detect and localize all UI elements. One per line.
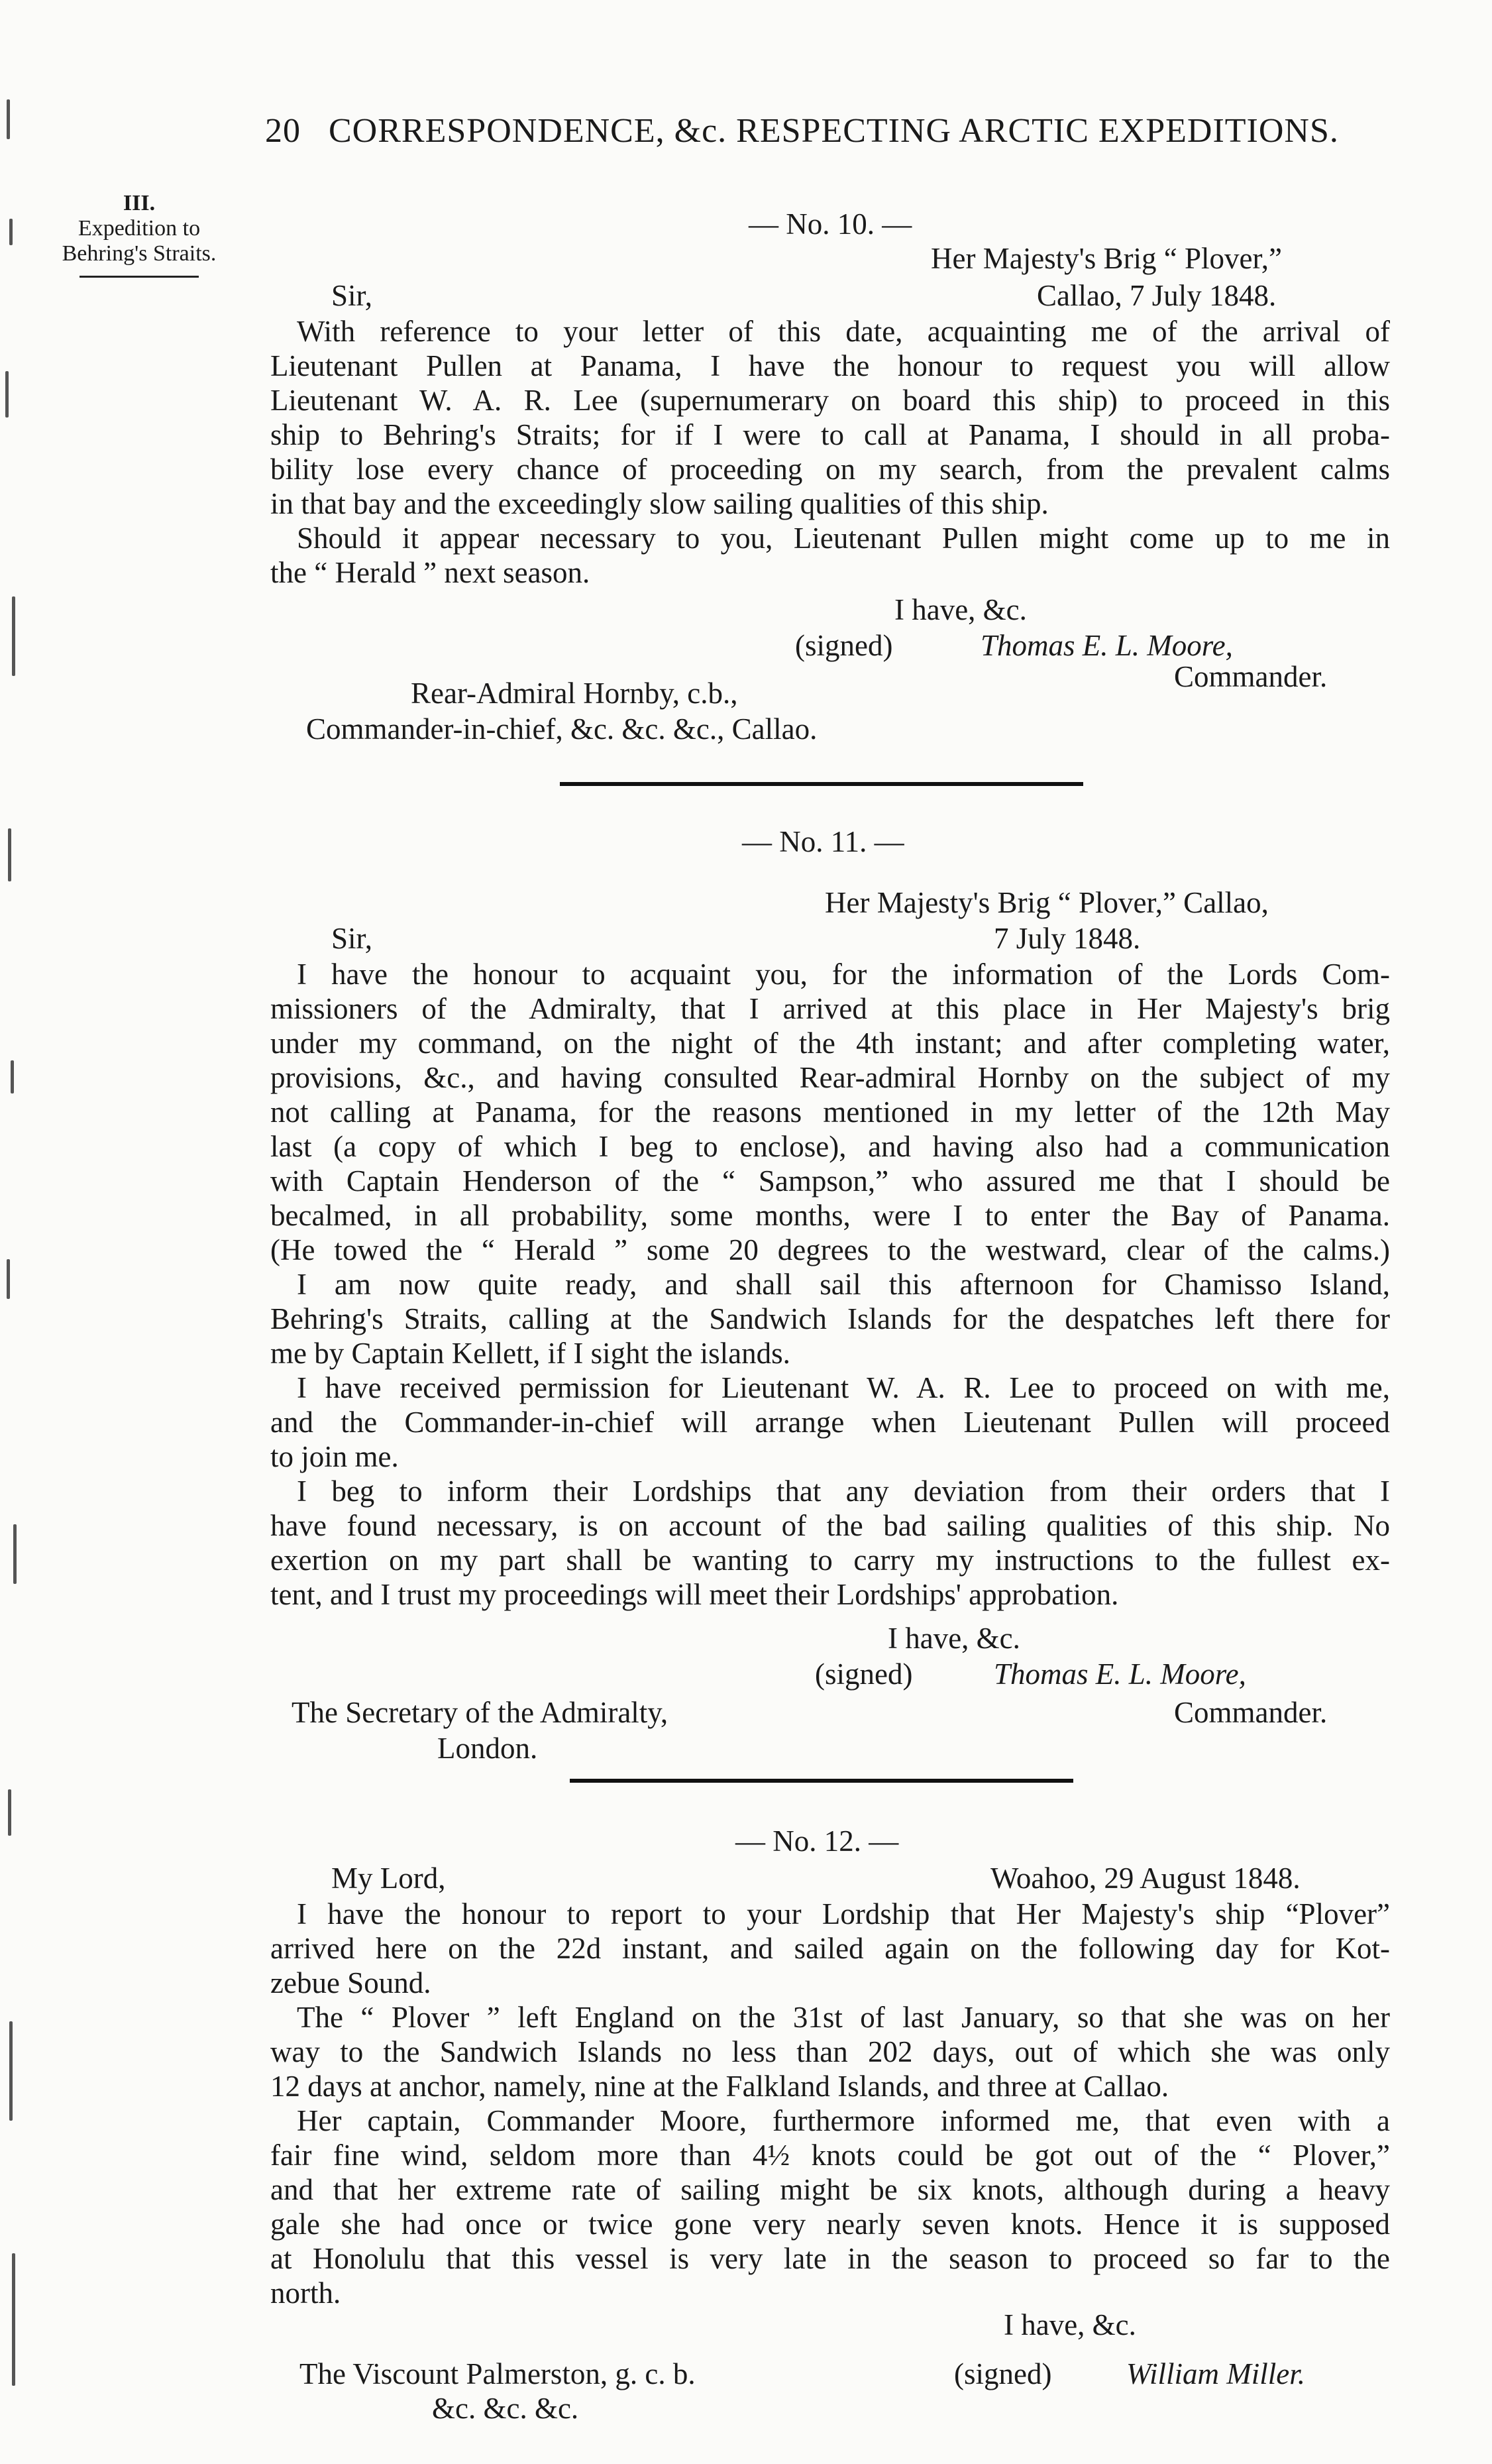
margin-note-line1: Expedition to xyxy=(78,216,201,241)
body-line: missioners of the Admiralty, that I arrived at this place in Her Majesty's brig xyxy=(270,992,1390,1025)
letter12-salutation: My Lord, xyxy=(331,1862,446,1895)
letter12-signed: (signed) xyxy=(954,2357,1052,2390)
body-line: way to the Sandwich Islands no less than 202 days, out of which she was only xyxy=(270,2035,1390,2068)
letter12-body xyxy=(270,1897,1390,2310)
body-line: fair fine wind, seldom more than 4½ knots could be got out of the “ Plover,” xyxy=(270,2139,1390,2172)
letter11-date: 7 July 1848. xyxy=(994,922,1141,955)
letter10-heading: — No. 10. — xyxy=(749,207,912,241)
margin-note xyxy=(40,191,239,278)
body-line: Lieutenant W. A. R. Lee (supernumerary on board this ship) to proceed in this xyxy=(270,384,1390,417)
letter10-addressee1: Rear-Admiral Hornby, c.b., xyxy=(411,677,738,710)
body-line: I have the honour to acquaint you, for the information of the Lords Com- xyxy=(297,958,1390,991)
letter10-rank: Commander. xyxy=(1174,660,1328,693)
letter10-signature: Thomas E. L. Moore, xyxy=(981,629,1233,662)
body-line: provisions, &c., and having consulted Rear-admiral Hornby on the subject of my xyxy=(270,1061,1390,1094)
letter10-closing: I have, &c. xyxy=(894,593,1027,626)
letter12-addressee2: &c. &c. &c. xyxy=(432,2392,579,2425)
body-line: not calling at Panama, for the reasons mentioned in my letter of the 12th May xyxy=(270,1095,1390,1129)
body-line: becalmed, in all probability, some months, were I to enter the Bay of Panama. xyxy=(270,1199,1390,1232)
body-line: exertion on my part shall be wanting to carry my instructions to the fullest ex- xyxy=(270,1543,1390,1577)
body-line: tent, and I trust my proceedings will meet their Lordships' approbation. xyxy=(270,1578,1119,1611)
body-line: the “ Herald ” next season. xyxy=(270,556,590,589)
letter11-closing: I have, &c. xyxy=(888,1622,1020,1655)
body-line: zebue Sound. xyxy=(270,1966,431,1999)
body-line: me by Captain Kellett, if I sight the islands. xyxy=(270,1337,790,1370)
letter12-addressee1: The Viscount Palmerston, g. c. b. xyxy=(299,2357,696,2390)
letter11-addressee2: London. xyxy=(437,1732,538,1765)
letter12-closing: I have, &c. xyxy=(1004,2308,1136,2341)
body-line: north. xyxy=(270,2276,341,2310)
margin-note-line2: Behring's Straits. xyxy=(62,241,217,266)
letter11-salutation: Sir, xyxy=(331,922,372,955)
body-line: gale she had once or twice gone very nearly seven knots. Hence it is supposed xyxy=(270,2208,1390,2241)
body-line: at Honolulu that this vessel is very late in the season to proceed so far to the xyxy=(270,2242,1390,2275)
body-line: Behring's Straits, calling at the Sandwich Islands for the despatches left there for xyxy=(270,1302,1390,1335)
running-title: CORRESPONDENCE, &c. RESPECTING ARCTIC EXPEDITIONS. xyxy=(329,112,1339,150)
body-line: arrived here on the 22d instant, and sailed again on the following day for Kot- xyxy=(270,1932,1390,1965)
body-line: and that her extreme rate of sailing might be six knots, although during a heavy xyxy=(270,2173,1390,2206)
body-line: under my command, on the night of the 4th instant; and after completing water, xyxy=(270,1027,1390,1060)
body-line: to join me. xyxy=(270,1440,399,1473)
body-line: (He towed the “ Herald ” some 20 degrees to the westward, clear of the calms.) xyxy=(270,1233,1390,1266)
body-line: I beg to inform their Lordships that any deviation from their orders that I xyxy=(297,1475,1390,1508)
body-line: last (a copy of which I beg to enclose), and having also had a communication xyxy=(270,1130,1390,1163)
body-line: and the Commander-in-chief will arrange when Lieutenant Pullen will proceed xyxy=(270,1406,1390,1439)
letter10-signed: (signed) xyxy=(795,629,893,662)
letter12-heading: — No. 12. — xyxy=(735,1824,899,1858)
letter10-body xyxy=(270,314,1390,590)
page-number: 20 xyxy=(265,112,301,150)
body-line: 12 days at anchor, namely, nine at the Falkland Islands, and three at Callao. xyxy=(270,2070,1169,2103)
letter11-signature: Thomas E. L. Moore, xyxy=(994,1657,1246,1691)
letter10-date: Callao, 7 July 1848. xyxy=(1037,279,1277,312)
letter10-place: Her Majesty's Brig “ Plover,” xyxy=(931,242,1282,275)
section-divider xyxy=(560,782,1083,786)
body-line: have found necessary, is on account of the bad sailing qualities of this ship. No xyxy=(270,1509,1390,1542)
body-line: ship to Behring's Straits; for if I were to call at Panama, I should in all proba- xyxy=(270,418,1390,451)
body-line: I have the honour to report to your Lordship that Her Majesty's ship “Plover” xyxy=(297,1897,1390,1931)
letter10-addressee2: Commander-in-chief, &c. &c. &c., Callao. xyxy=(306,712,818,746)
body-line: I have received permission for Lieutenant W. A. R. Lee to proceed on with me, xyxy=(297,1371,1390,1404)
body-line: Her captain, Commander Moore, furthermore informed me, that even with a xyxy=(297,2104,1390,2137)
body-line: The “ Plover ” left England on the 31st of last January, so that she was on her xyxy=(297,2001,1390,2034)
body-line: I am now quite ready, and shall sail this afternoon for Chamisso Island, xyxy=(297,1268,1390,1301)
body-line: With reference to your letter of this date, acquainting me of the arrival of xyxy=(297,315,1390,348)
body-line: bility lose every chance of proceeding on my search, from the prevalent calms xyxy=(270,453,1390,486)
section-divider xyxy=(570,1779,1073,1783)
margin-note-rule xyxy=(80,276,199,278)
letter11-signed: (signed) xyxy=(815,1657,913,1691)
letter12-signature: William Miller. xyxy=(1126,2357,1305,2390)
margin-note-numeral: III. xyxy=(123,191,156,215)
letter11-addressee1: The Secretary of the Admiralty, xyxy=(292,1696,668,1729)
body-line: in that bay and the exceedingly slow sailing qualities of this ship. xyxy=(270,487,1049,520)
letter11-heading: — No. 11. — xyxy=(742,825,904,858)
body-line: with Captain Henderson of the “ Sampson,” who assured me that I should be xyxy=(270,1164,1390,1198)
letter11-place: Her Majesty's Brig “ Plover,” Callao, xyxy=(825,886,1269,919)
body-line: Lieutenant Pullen at Panama, I have the honour to request you will allow xyxy=(270,349,1390,382)
body-line: Should it appear necessary to you, Lieutenant Pullen might come up to me in xyxy=(297,522,1390,555)
letter11-rank: Commander. xyxy=(1174,1696,1328,1729)
letter10-salutation: Sir, xyxy=(331,279,372,312)
letter12-date: Woahoo, 29 August 1848. xyxy=(990,1862,1301,1895)
letter11-body xyxy=(270,957,1390,1612)
